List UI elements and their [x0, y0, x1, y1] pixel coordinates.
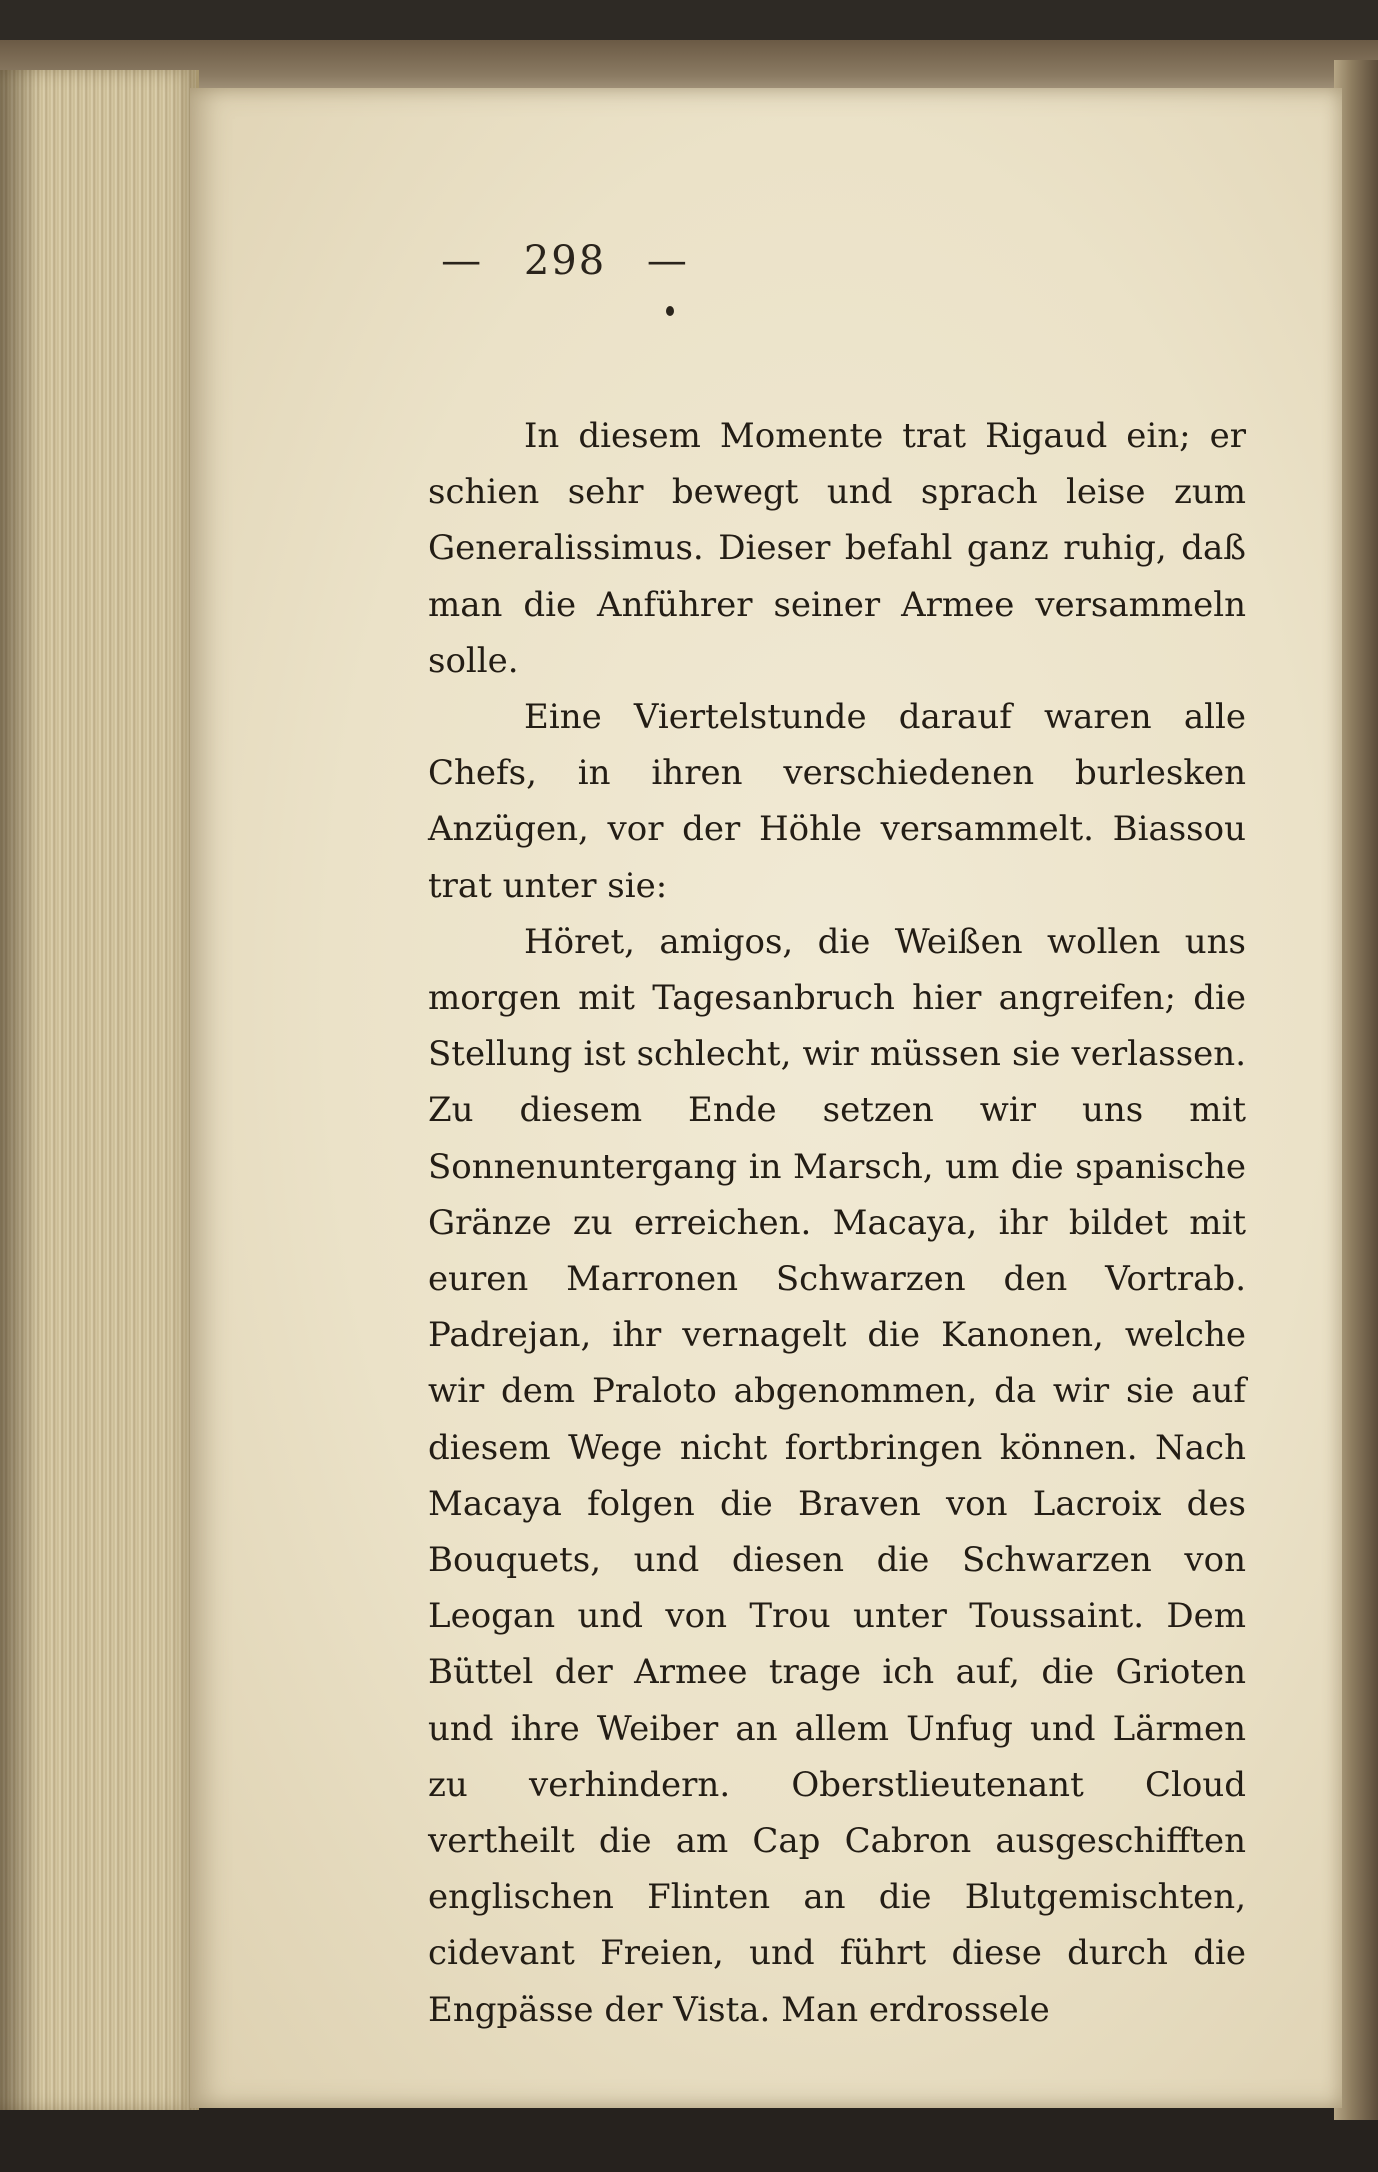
page-number: 298	[523, 238, 607, 284]
body-text	[428, 408, 1246, 2038]
paragraph: In diesem Momente trat Rigaud ein; er schien sehr bewegt und sprach leise zum Generalissimus. Dieser befahl ganz ruhig, daß man die Anführer seiner Armee versammeln solle.	[428, 416, 1246, 681]
page-edges-shadow	[0, 70, 40, 2110]
page-header	[330, 238, 800, 284]
ink-speck	[666, 306, 674, 316]
paragraph: Eine Viertelstunde darauf waren alle Chefs, in ihren verschiedenen burlesken Anzügen, vor der Höhle versammelt. Biassou trat unter sie:	[428, 697, 1246, 906]
dash-right: —	[646, 238, 689, 284]
dash-left: —	[441, 238, 484, 284]
paragraph: Höret, amigos, die Weißen wollen uns morgen mit Tagesanbruch hier angreifen; die Stellung ist schlecht, wir müssen sie verlassen. Zu diesem Ende setzen wir uns mit Sonnenuntergang in Marsch, um die spanische Gränze zu erreichen. Macaya, ihr bildet mit euren Marronen Schwarzen den Vortrab. Padrejan, ihr vernagelt die Kanonen, welche wir dem Praloto abgenommen, da wir sie auf diesem Wege nicht fortbringen können. Nach Macaya folgen die Braven von Lacroix des Bouquets, und diesen die Schwarzen von Leogan und von Trou unter Toussaint. Dem Büttel der Armee trage ich auf, die Grioten und ihre Weiber an allem Unfug und Lärmen zu verhindern. Oberstlieutenant Cloud vertheilt die am Cap Cabron ausgeschifften englischen Flinten an die Blutgemischten, cidevant Freien, und führt diese durch die Engpässe der Vista. Man erdrossele	[428, 921, 1246, 2030]
